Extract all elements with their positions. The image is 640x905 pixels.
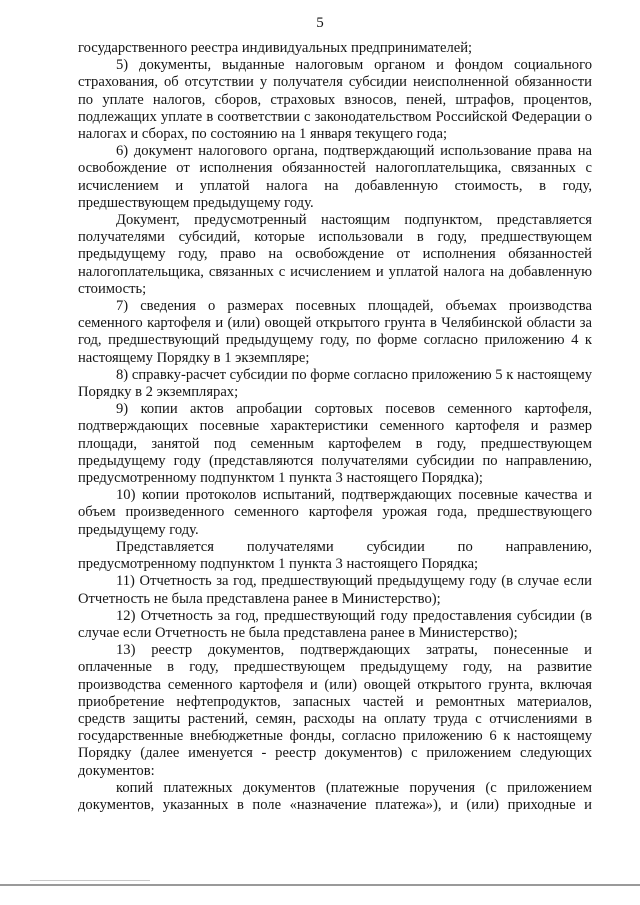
paragraph-item-9: 9) копии актов апробации сортовых посевов семенного картофеля, подтверждающих посевные характеристики семенного картофеля и размер площади, занятой под семенным картофелем в году, предшествующем предыдущему году (представляются получателями субсидии по направлению, предусмотренному подпунктом 1 пункта 3 настоящего Порядка); (78, 401, 592, 487)
paragraph-item-12: 12) Отчетность за год, предшествующий году предоставления субсидии (в случае если Отчетность не была представлена ранее в Министерство); (78, 607, 592, 641)
paragraph-item-11: 11) Отчетность за год, предшествующий предыдущему году (в случае если Отчетность не была представлена ранее в Министерство); (78, 573, 592, 607)
document-body (78, 40, 592, 814)
paragraph-item-10: 10) копии протоколов испытаний, подтверждающих посевные качества и объем произведенного семенного картофеля урожая года, предшествующего предыдущему году. (78, 487, 592, 538)
paragraph-item-10-note: Представляется получателями субсидии по направлению, предусмотренному подпунктом 1 пункта 3 настоящего Порядка; (78, 538, 592, 573)
paragraph-item-8: 8) справку-расчет субсидии по форме согласно приложению 5 к настоящему Порядку в 2 экземплярах; (78, 366, 592, 401)
paragraph-item-13: 13) реестр документов, подтверждающих затраты, понесенные и оплаченные в году, предшествующем предыдущему году, на развитие производства семенного картофеля и (или) овощей открытого грунта, включая приобретение нефтепродуктов, запасных частей и ремонтных материалов, средств защиты растений, семян, расходы на оплату труда с отчислениями в государственные внебюджетные фонды, согласно приложению 6 к настоящему Порядку (далее именуется - реестр документов) с приложением следующих документов: (78, 642, 592, 779)
page-bottom-edge (0, 884, 640, 886)
paragraph-item-6: 6) документ налогового органа, подтверждающий использование права на освобождение от исполнения обязанностей налогоплательщика, связанных с исчислением и уплатой налога на добавленную стоимость, в году, предшествующем предыдущему году. (78, 143, 592, 211)
paragraph-item-6-note: Документ, предусмотренный настоящим подпунктом, представляется получателями субсидий, которые использовали в году, предшествующем предыдущему году, право на освобождение от исполнения обязанностей налогоплательщика, связанных с исчислением и уплатой налога на добавленную стоимость; (78, 212, 592, 297)
paragraph-item-7: 7) сведения о размерах посевных площадей, объемах производства семенного картофеля и (или) овощей открытого грунта в Челябинской области за год, предшествующий предыдущему году, по форме согласно приложению 4 к настоящему Порядку в 1 экземпляре; (78, 298, 592, 366)
paragraph-copies: копий платежных документов (платежные поручения (с приложением документов, указанных в поле «назначение платежа»), и (или) приходные и (78, 779, 592, 813)
page-number: 5 (316, 15, 324, 31)
scan-edge-mark (30, 880, 150, 881)
paragraph-continuation: государственного реестра индивидуальных предпринимателей; (78, 40, 473, 56)
paragraph-item-5: 5) документы, выданные налоговым органом и фондом социального страхования, об отсутствии у получателя субсидии неисполненной обязанности по уплате налогов, сборов, страховых взносов, пеней, штрафов, процентов, подлежащих уплате в соответствии с законодательством Российской Федерации о налогах и сборах, по состоянию на 1 января текущего года; (78, 57, 592, 143)
